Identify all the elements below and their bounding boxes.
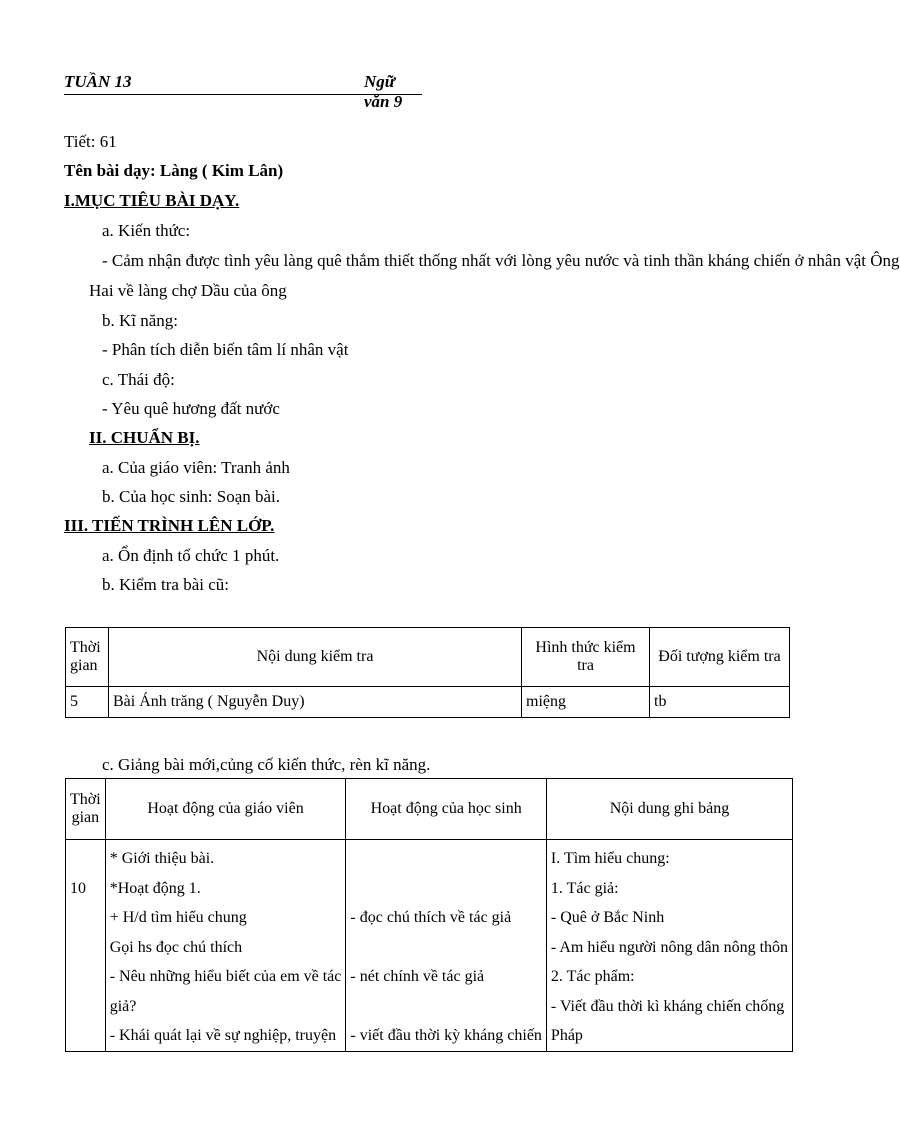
teacher-prep: a. Của giáo viên: Tranh ảnh	[102, 458, 290, 477]
board-line: - Quê ở Bắc Ninh	[550, 909, 665, 926]
header-cell: Nội dung ghi bảng	[546, 779, 792, 840]
board-line: - Am hiểu người nông dân nông thôn	[550, 938, 789, 956]
knowledge-text-cont: Hai về làng chợ Dầu của ông	[89, 281, 287, 300]
student-prep: b. Của học sinh: Soạn bài.	[102, 487, 281, 506]
teacher-line: giả?	[109, 997, 137, 1015]
section1-heading: I.MỤC TIÊU BÀI DẠY.	[64, 191, 240, 210]
cell-form: miệng	[522, 687, 650, 718]
teacher-line: + H/d tìm hiểu chung	[109, 909, 247, 926]
cell-teacher-activity	[105, 840, 346, 1052]
lesson-table	[65, 778, 793, 1052]
board-line: Pháp	[550, 1027, 583, 1044]
board-line: 2. Tác phẩm:	[550, 968, 635, 985]
skill-label: b. Kĩ năng:	[102, 311, 179, 330]
teacher-line: Gọi hs đọc chú thích	[109, 938, 243, 956]
student-line: - đọc chú thích về tác giả	[350, 909, 512, 926]
student-line: - viết đầu thời kỳ kháng chiến	[350, 1027, 542, 1044]
header-cell: Hình thức kiểm tra	[522, 628, 650, 687]
lesson-table-header	[66, 779, 793, 840]
header-cell: Thời gian	[66, 628, 109, 687]
section3-heading: III. TIẾN TRÌNH LÊN LỚP.	[64, 516, 275, 535]
board-line: I. Tìm hiểu chung:	[550, 850, 670, 867]
student-line: - nét chính về tác giả	[350, 968, 485, 985]
header-cell: Hoạt động của học sinh	[346, 779, 547, 840]
knowledge-text: - Cảm nhận được tình yêu làng quê thắm thiết thống nhất với lòng yêu nước và tinh thần kháng chiến ở nhân vật Ông	[102, 251, 900, 270]
header-cell: Nội dung kiểm tra	[109, 628, 522, 687]
cell-board-content	[546, 840, 792, 1052]
step-a: a. Ổn định tổ chức 1 phút.	[102, 546, 280, 565]
table-row	[66, 840, 793, 1052]
header-cell: Thời gian	[66, 779, 106, 840]
skill-text: - Phân tích diễn biến tâm lí nhân vật	[102, 340, 349, 359]
attitude-label: c. Thái độ:	[102, 370, 175, 389]
teacher-line: *Hoạt động 1.	[109, 879, 201, 897]
cell-object: tb	[650, 687, 790, 718]
subject-label: Ngữ văn 9	[364, 72, 403, 111]
time-line: 10	[70, 879, 86, 897]
attitude-text: - Yêu quê hương đất nước	[102, 399, 280, 418]
time-line	[70, 844, 101, 874]
check-table	[65, 627, 790, 718]
lesson-period: Tiết: 61	[64, 132, 117, 151]
board-line: 1. Tác giả:	[550, 879, 619, 897]
teacher-line: - Khái quát lại về sự nghiệp, truyện	[109, 1027, 337, 1044]
student-line	[350, 874, 542, 904]
step-c: c. Giảng bài mới,củng cố kiến thức, rèn kĩ năng.	[102, 755, 431, 774]
cell-time	[66, 840, 106, 1052]
week-label: TUẦN 13	[64, 72, 132, 91]
cell-student-activity	[346, 840, 547, 1052]
header-cell: Hoạt động của giáo viên	[105, 779, 346, 840]
table-row	[66, 687, 790, 718]
teacher-line: - Nêu những hiểu biết của em về tác	[109, 968, 342, 985]
knowledge-label: a. Kiến thức:	[102, 221, 191, 240]
student-line	[350, 992, 542, 1022]
header-cell: Đối tượng kiểm tra	[650, 628, 790, 687]
teacher-line: * Giới thiệu bài.	[109, 850, 215, 867]
step-b: b. Kiểm tra bài cũ:	[102, 575, 229, 594]
lesson-title: Tên bài dạy: Làng ( Kim Lân)	[64, 161, 284, 180]
section2-heading: II. CHUẨN BỊ.	[89, 428, 200, 447]
page-header	[64, 70, 422, 111]
board-line: - Viết đầu thời kì kháng chiến chống	[550, 997, 785, 1015]
student-line	[350, 933, 542, 963]
student-line	[350, 844, 542, 874]
cell-content: Bài Ánh trăng ( Nguyễn Duy)	[109, 687, 522, 718]
cell-time: 5	[66, 687, 109, 718]
check-table-header	[66, 628, 790, 687]
